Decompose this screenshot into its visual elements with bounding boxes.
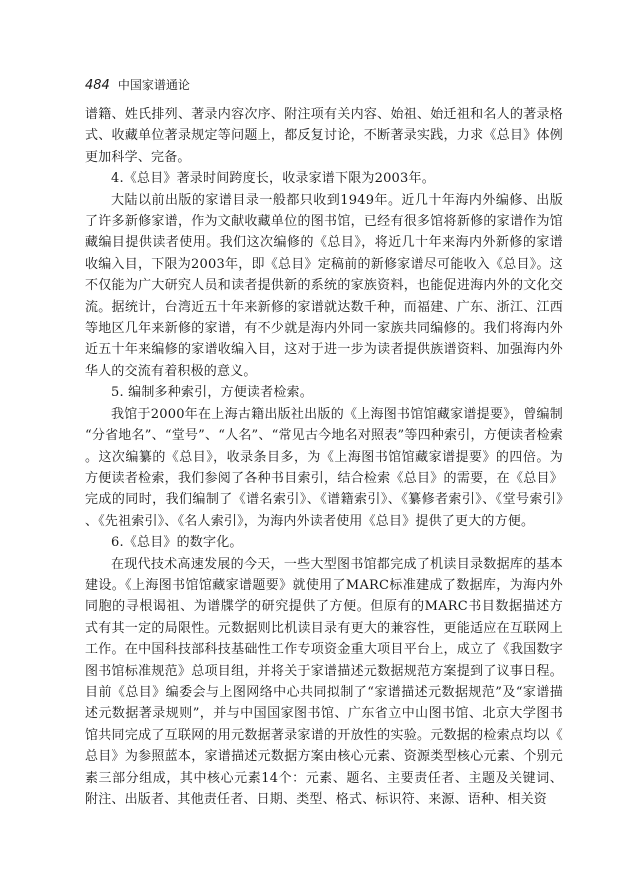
- running-head: [85, 76, 563, 94]
- paragraph-continuation: 谱籍、姓氏排列、著录内容次序、附注项有关内容、始祖、始迁祖和名人的著录格式、收藏单位著录规定等问题上，都反复讨论，不断著录实践，力求《总目》体例更加科学、完备。: [85, 107, 563, 165]
- paragraph-body: 在现代技术高速发展的今天，一些大型图书馆都完成了机读目录数据库的基本建设。《上海图书馆馆藏家谱题要》就使用了MARC标准建成了数据库，为海内外同胞的寻根谒祖、为谱牒学的研究提供了方便。但原有的MARC书目数据描述方式有其一定的局限性。元数据则比机读目录有更大的兼容性，更能适应在互联网上工作。在中国科技部科技基础性工作专项资金重大项目平台上，成立了《我国数字图书馆标准规范》总项目组，并将关于家谱描述元数据规范方案提到了议事日程。目前《总目》编委会与上图网络中心共同拟制了“家谱描述元数据规范”及“家谱描述元数据著录规则”，并与中国国家图书馆、广东省立中山图书馆、北京大学图书馆共同完成了互联网的用元数据著录家谱的开放性的实验。元数据的检索点均以《总目》为参照蓝本，家谱描述元数据方案由核心元素、资源类型核心元素、个别元素三部分组成，其中核心元素14个：元素、题名、主要责任者、主题及关键词、附注、出版者、其他责任者、日期、类型、格式、标识符、来源、语种、相关资: [85, 556, 563, 807]
- page-number: 484: [85, 78, 110, 93]
- paragraph-body: 大陆以前出版的家谱目录一般都只收到1949年。近几十年海内外编修、出版了许多新修家谱，作为文献收藏单位的图书馆，已经有很多馆将新修的家谱作为馆藏编目提供读者使用。我们这次编修的《总目》，将近几十年来海内外新修的家谱收编入目，下限为2003年，即《总目》定稿前的新修家谱尽可能收入《总目》。这不仅能为广大研究人员和读者提供新的系统的家族资料，也能促进海内外的文化交流。据统计，台湾近五十年来新修的家谱就达数千种，而福建、广东、浙江、江西等地区几年来新修的家谱，有不少就是海内外同一家族共同编修的。我们将海内外近五十年来编修的家谱收编入目，这对于进一步为读者提供族谱资料、加强海内外华人的交流有着积极的意义。: [85, 192, 563, 379]
- section-heading-5: 5. 编制多种索引，方便读者检索。: [111, 385, 313, 401]
- section-heading-4: 4.《总目》著录时间跨度长，收录家谱下限为2003年。: [111, 171, 435, 187]
- section-heading-6: 6.《总目》的数字化。: [111, 535, 243, 551]
- paragraph-body: 我馆于2000年在上海古籍出版社出版的《上海图书馆馆藏家谱提要》，曾编制“分省地名”、“堂号”、“人名”、“常见古今地名对照表”等四种索引，方便读者检索。这次编纂的《总目》，收录条目多，为《上海图书馆馆藏家谱提要》的四倍。为方便读者检索，我们参阅了各种书目索引，结合检索《总目》的需要，在《总目》完成的同时，我们编制了《谱名索引》、《谱籍索引》、《纂修者索引》、《堂号索引》、《先祖索引》、《名人索引》，为海内外读者使用《总目》提供了更大的方便。: [85, 406, 563, 529]
- book-page: [85, 76, 563, 810]
- book-title: 中国家谱通论: [117, 78, 190, 92]
